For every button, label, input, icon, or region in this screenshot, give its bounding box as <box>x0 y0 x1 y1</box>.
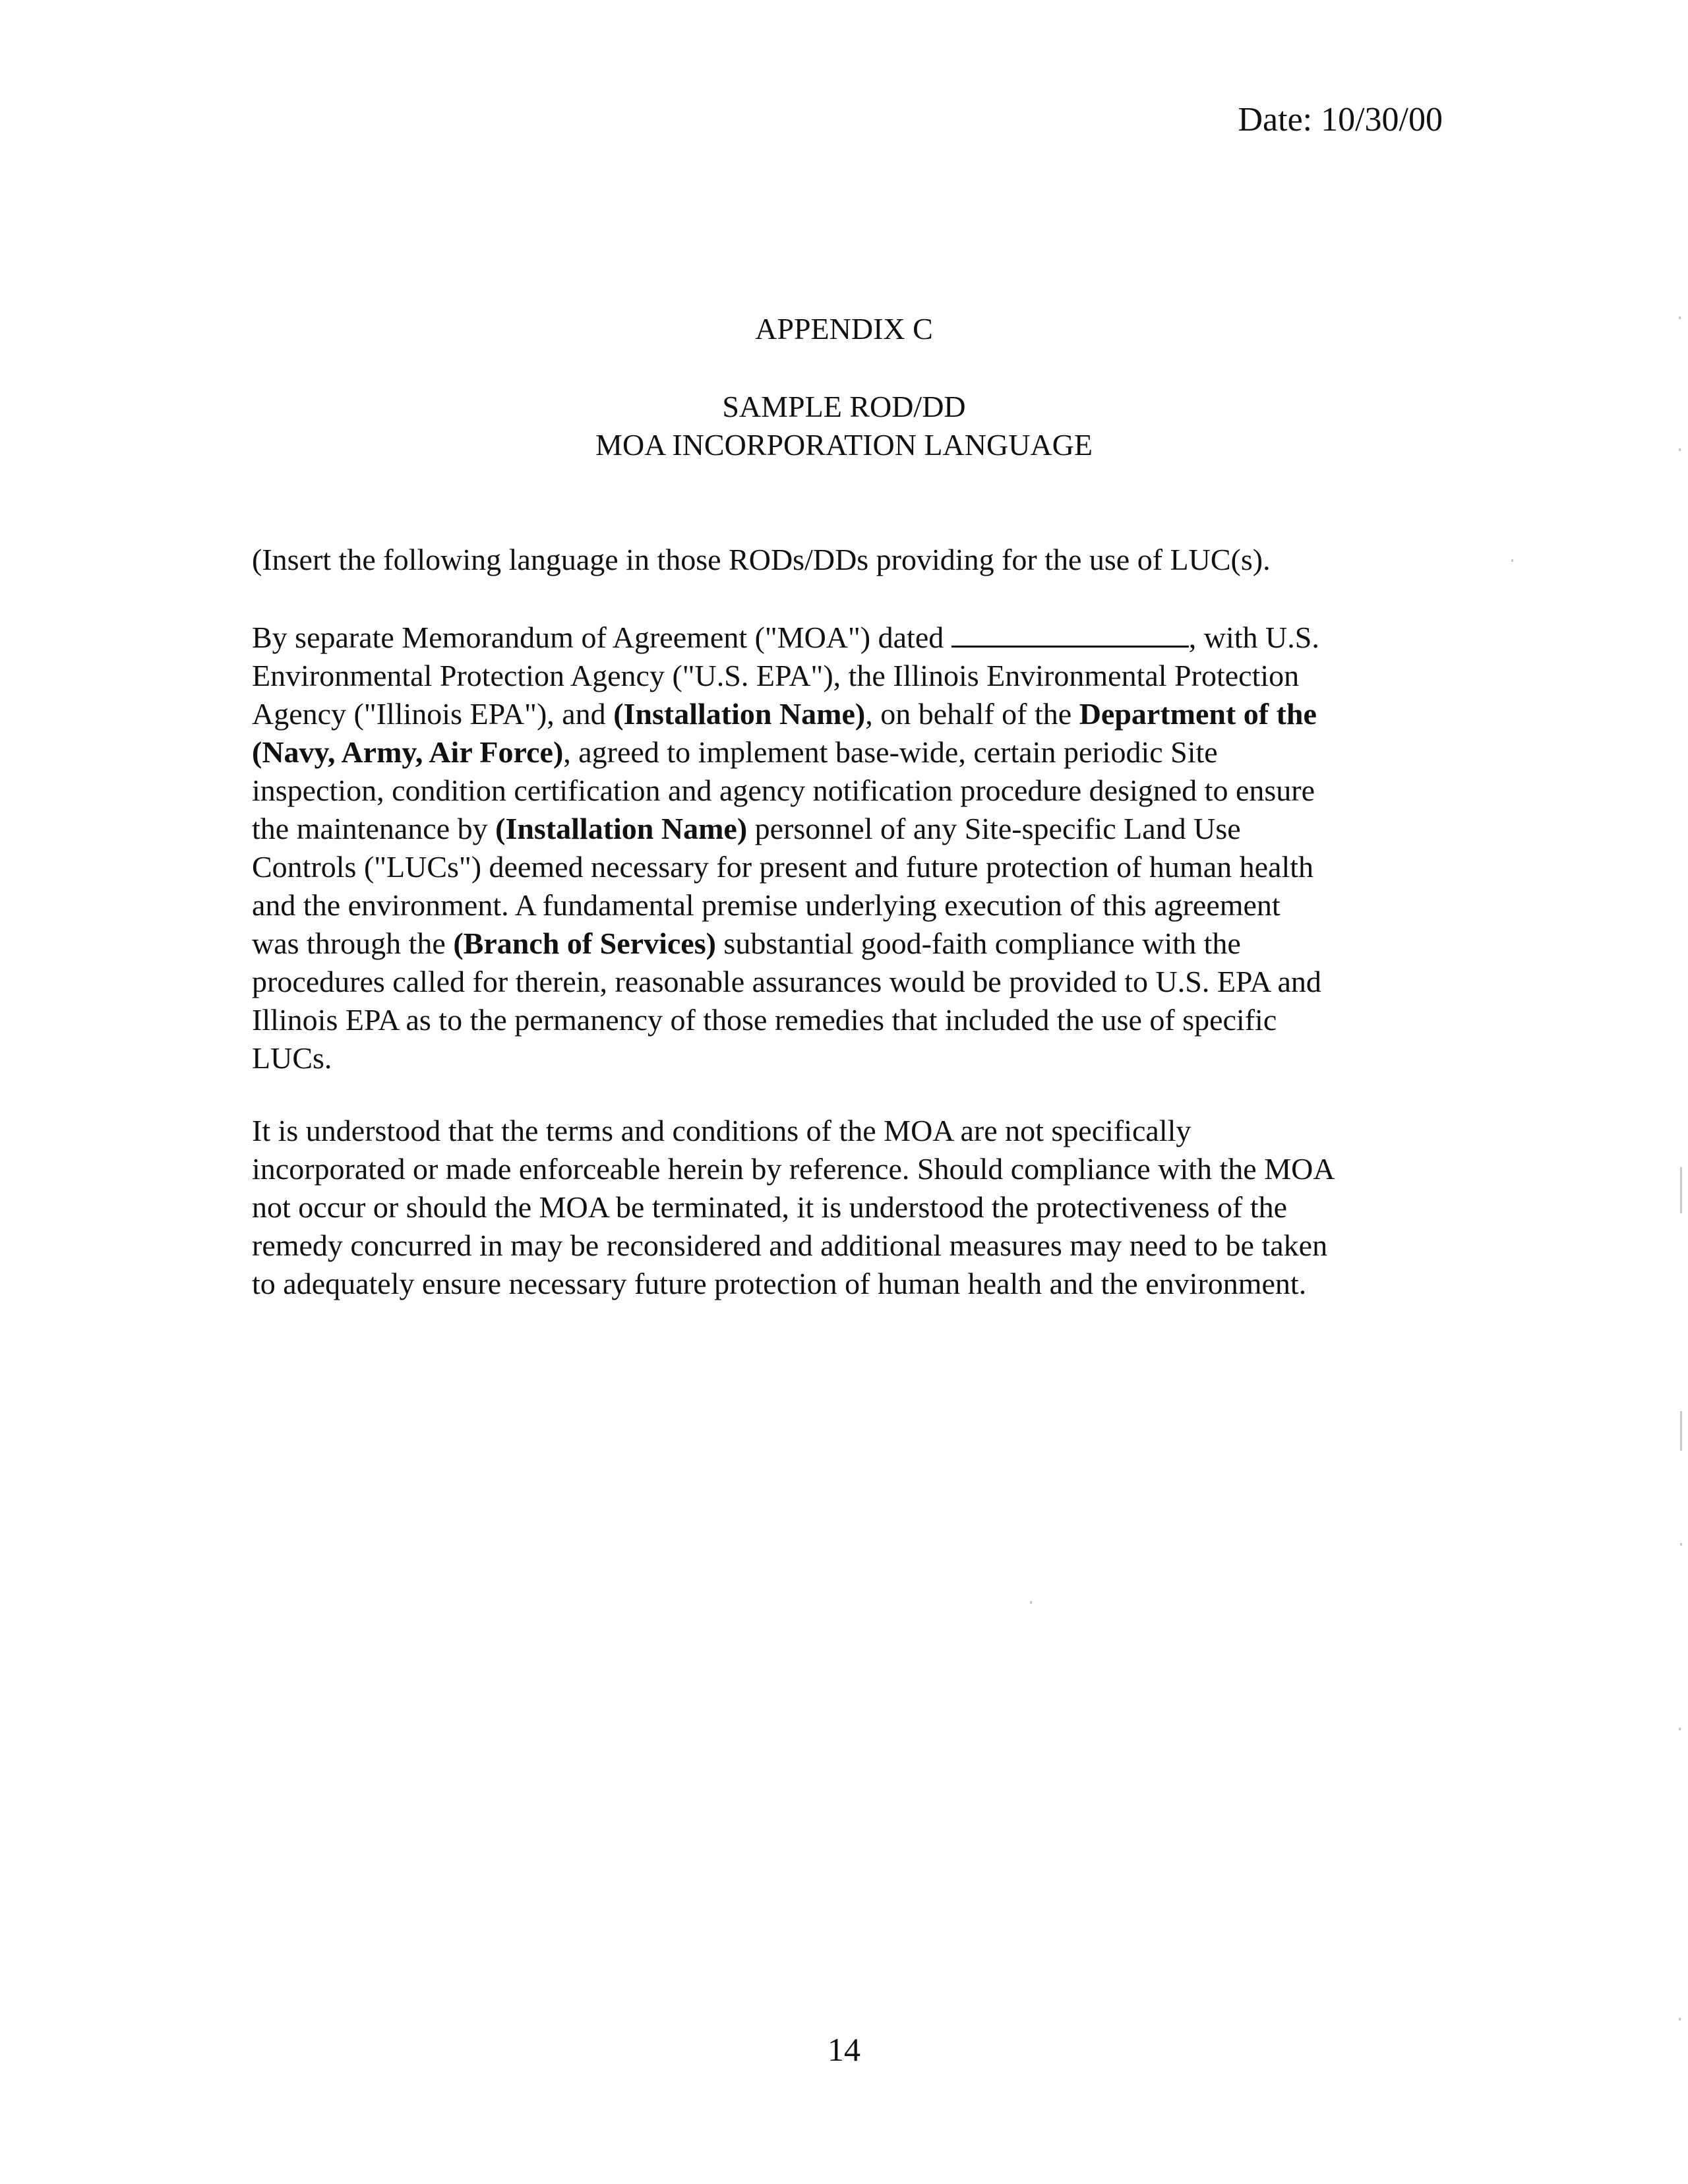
text-line <box>252 810 1439 848</box>
text-run: personnel of any Site-specific Land Use <box>747 812 1241 845</box>
text-run: was through the <box>252 926 454 960</box>
text-line: procedures called for therein, reasonable assurances would be provided to U.S. EPA and <box>252 965 1321 998</box>
text-line: It is understood that the terms and conditions of the MOA are not specifically <box>252 1114 1191 1147</box>
appendix-title: APPENDIX C <box>755 312 933 346</box>
text-line <box>252 619 1439 657</box>
text-line: not occur or should the MOA be terminated, it is understood the protectiveness of the <box>252 1190 1288 1224</box>
scan-artifact <box>1680 1167 1682 1213</box>
text-line: Controls ("LUCs") deemed necessary for present and future protection of human health <box>252 850 1313 884</box>
text-line: and the environment. A fundamental premise underlying execution of this agreement <box>252 888 1281 922</box>
placeholder-installation-name: (Installation Name) <box>495 812 748 845</box>
paragraph-moa-terms <box>252 1112 1439 1303</box>
text-run: Agency ("Illinois EPA"), and <box>252 697 614 731</box>
placeholder-branch-of-services: (Branch of Services) <box>453 926 716 960</box>
text-run: substantial good-faith compliance with the <box>715 926 1241 960</box>
paragraph-moa-agreement <box>252 619 1439 1077</box>
scan-artifact <box>1679 448 1681 451</box>
document-date: Date: 10/30/00 <box>1238 101 1443 138</box>
text-line <box>252 925 1439 963</box>
date-blank-field <box>951 619 1189 648</box>
text-line: to adequately ensure necessary future protection of human health and the environment. <box>252 1267 1307 1300</box>
text-line <box>252 733 1439 772</box>
text-line: incorporated or made enforceable herein by reference. Should compliance with the MOA <box>252 1152 1335 1186</box>
subtitle-line-1: SAMPLE ROD/DD <box>722 390 966 423</box>
text-run: , with U.S. <box>1188 621 1319 654</box>
text-run: By separate Memorandum of Agreement ("MOA") dated <box>252 621 951 654</box>
text-run: , on behalf of the <box>865 697 1079 731</box>
placeholder-department: Department of the <box>1079 697 1317 731</box>
text-line: remedy concurred in may be reconsidered and additional measures may need to be taken <box>252 1228 1328 1262</box>
scan-artifact <box>1030 1601 1032 1604</box>
text-line <box>252 695 1439 733</box>
scan-artifact <box>1679 317 1681 319</box>
scan-artifact <box>1679 2018 1681 2020</box>
scan-artifact <box>1679 1728 1681 1730</box>
placeholder-installation-name: (Installation Name) <box>613 697 866 731</box>
text-run: the maintenance by <box>252 812 496 845</box>
page-number: 14 <box>828 2031 860 2068</box>
text-run: , agreed to implement base-wide, certain periodic Site <box>563 735 1218 769</box>
instruction-note: (Insert the following language in those RODs/DDs providing for the use of LUC(s). <box>252 543 1271 576</box>
text-line: Illinois EPA as to the permanency of those remedies that included the use of specific <box>252 1003 1277 1037</box>
scan-artifact <box>1511 559 1513 562</box>
scan-artifact <box>1680 1411 1682 1451</box>
text-line: inspection, condition certification and agency notification procedure designed to ensure <box>252 774 1315 807</box>
scan-artifact <box>1680 1543 1682 1546</box>
placeholder-service-branches: (Navy, Army, Air Force) <box>252 735 564 769</box>
text-line: LUCs. <box>252 1041 332 1075</box>
text-line: Environmental Protection Agency ("U.S. EPA"), the Illinois Environmental Protection <box>252 659 1300 692</box>
subtitle-line-2: MOA INCORPORATION LANGUAGE <box>595 428 1093 462</box>
document-subtitle <box>0 388 1688 464</box>
